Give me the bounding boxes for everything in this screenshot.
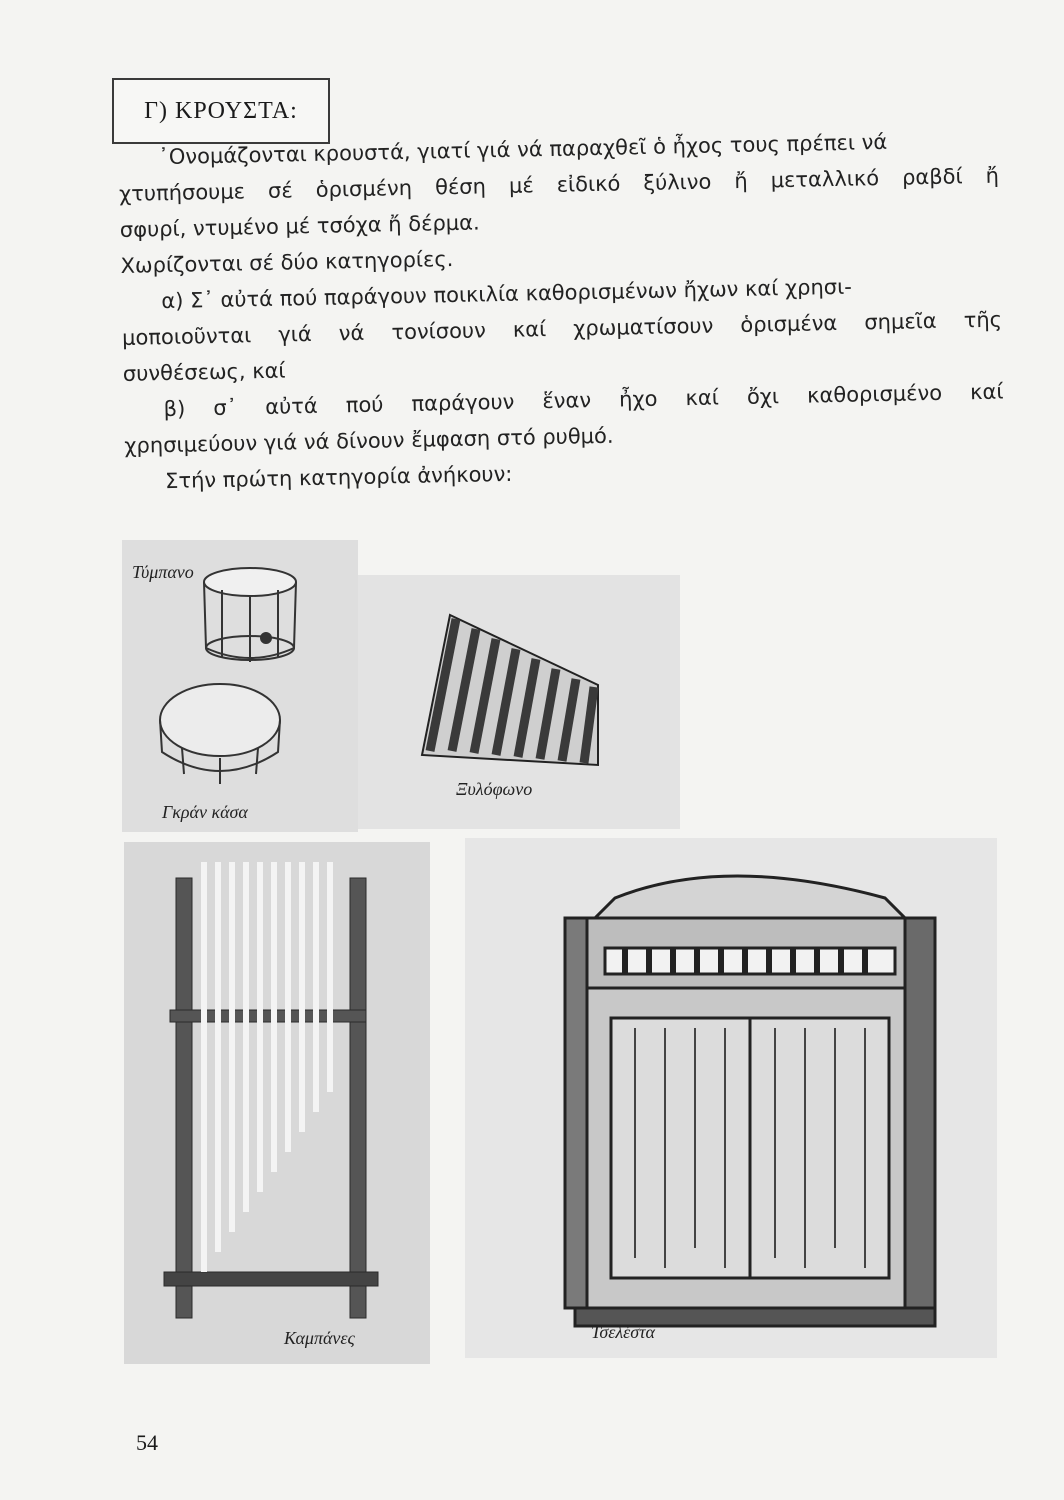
tselesta-caption: Τσελέστα [591,1322,656,1342]
alpha-line-2: μοποιοῦνται γιά νά τονίσουν καί χρωματίσουν ὁρισμένα σημεῖα τῆς [121,307,1003,350]
drums-illustration [122,540,358,832]
section-heading-text: Γ) ΚΡΟΥΣΤΑ: [144,97,298,124]
beta-line-1: β) σ᾿ αὐτά πού παράγουν ἕναν ἦχο καί ὄχι καθορισμένο καί [163,379,1004,422]
xylofono-caption: Ξυλόφωνο [456,779,533,799]
gran-kasa-caption: Γκράν κάσα [162,802,248,822]
page-number: 54 [136,1430,158,1455]
timpano-caption: Τύμπανο [132,562,194,582]
body-text [118,122,1005,500]
first-category-line: Στήν πρώτη κατηγορία ἀνήκουν: [164,461,513,494]
chimes-illustration [124,842,430,1364]
beta-line-2: χρησιμεύουν γιά νά δίνουν ἔμφαση στό ρυθμό. [124,423,614,458]
alpha-line-3: συνθέσεως, καί [122,358,286,386]
celesta-illustration [465,838,997,1358]
kampanes-caption: Καμπάνες [284,1328,355,1348]
alpha-line-1: α) Σ᾿ αὐτά πού παράγουν ποικιλία καθορισμένων ἤχων καί χρησι- [161,274,853,314]
section-heading [112,78,330,144]
intro-line-2: χτυπήσουμε σέ ὁρισμένη θέση μέ εἰδικό ξύλινο ἤ μεταλλικό ραβδί ἤ [118,163,1000,206]
chimes-photo [124,842,430,1364]
intro-line-3: σφυρί, ντυμένο μέ τσόχα ἤ δέρμα. [119,210,480,242]
xylophone-photo [358,575,680,829]
celesta-photo [465,838,997,1358]
intro-line-1: ᾿Ονομάζονται κρουστά, γιατί γιά νά παραχθεῖ ὁ ἦχος τους πρέπει νά [158,129,888,170]
categories-line: Χωρίζονται σέ δύο κατηγορίες. [120,247,454,278]
drums-photo [122,540,358,832]
